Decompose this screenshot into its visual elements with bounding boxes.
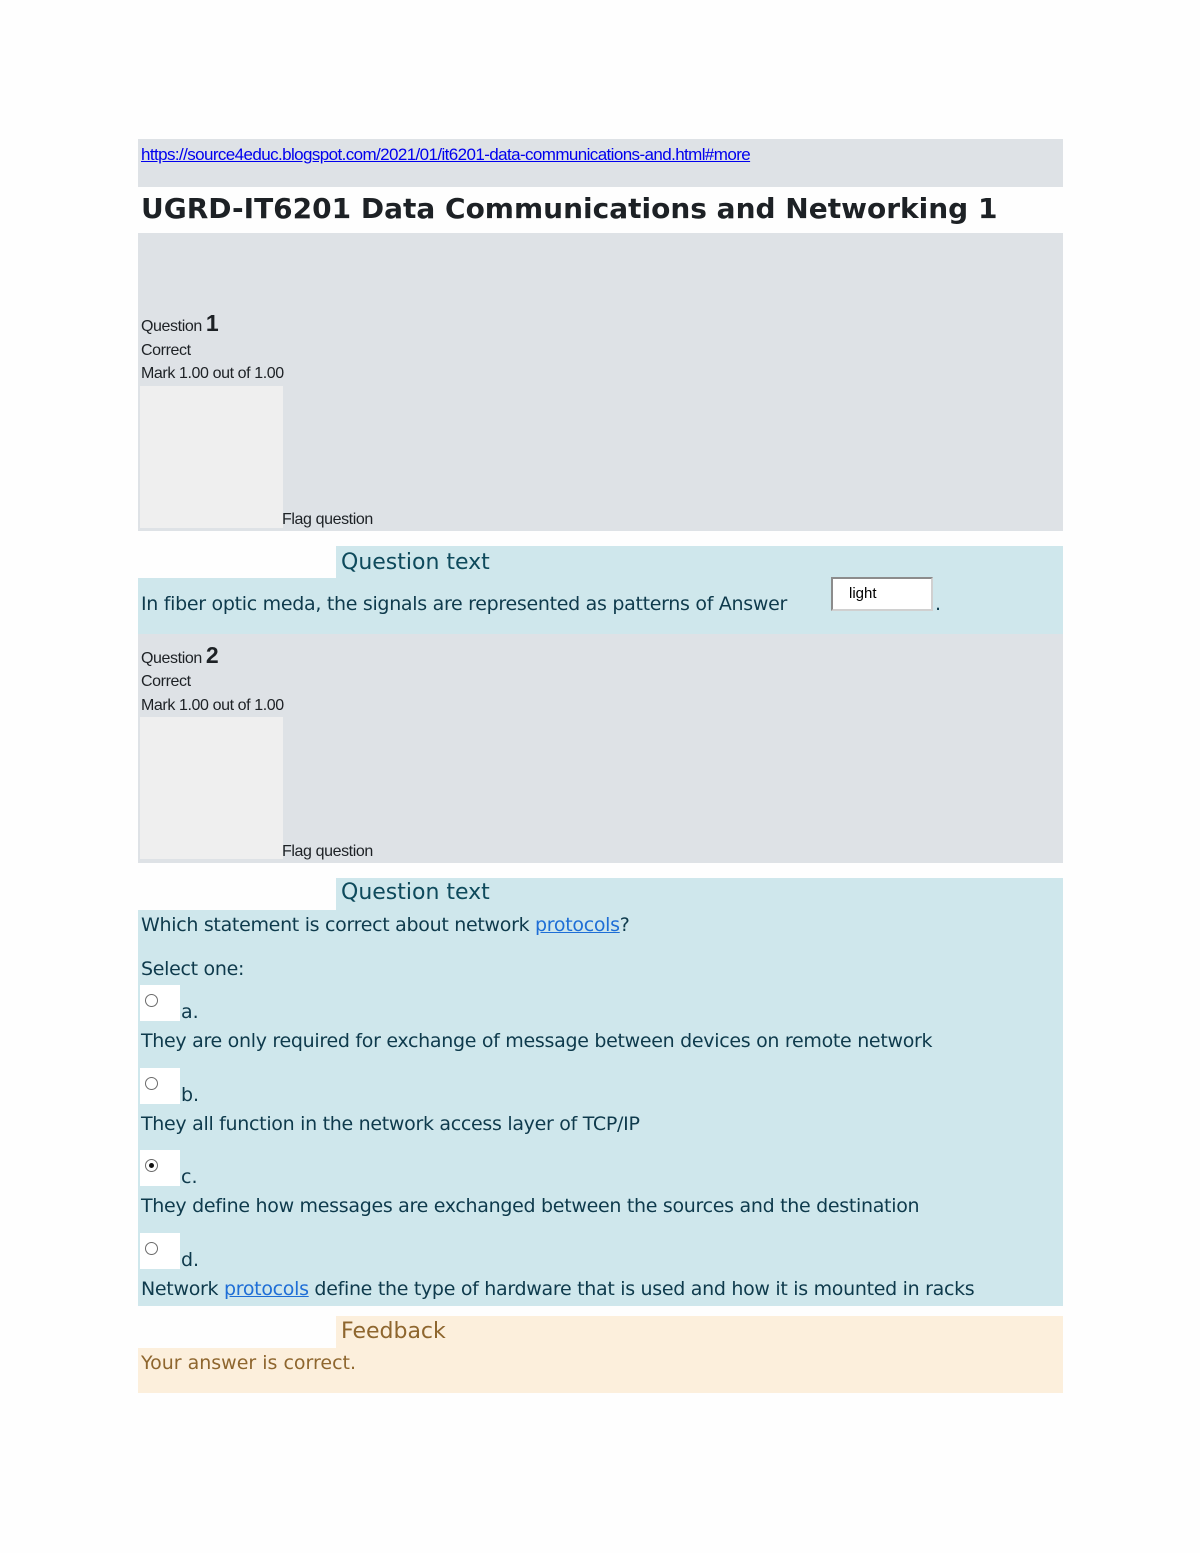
option-b-radio[interactable]	[145, 1077, 158, 1090]
answer-input[interactable]: light	[831, 577, 933, 611]
question-2-flag-box[interactable]	[140, 717, 283, 859]
question-1-state: Correct	[141, 342, 191, 359]
question-2-text-heading: Question text	[341, 880, 490, 905]
question-1-flag-box[interactable]	[140, 386, 283, 528]
question-2-flag-label[interactable]: Flag question	[282, 843, 373, 860]
question-2-text-area	[138, 910, 1063, 1306]
page-title: UGRD-IT6201 Data Communications and Networking 1	[141, 192, 998, 225]
question-1-mark: Mark 1.00 out of 1.00	[141, 365, 284, 382]
option-d-text[interactable]: Network protocols define the type of hardware that is used and how it is mounted in racks	[141, 1278, 975, 1300]
question-1-prompt-suffix: .	[935, 593, 941, 615]
option-c-text[interactable]: They define how messages are exchanged between the sources and the destination	[141, 1195, 920, 1217]
source-url-link[interactable]: https://source4educ.blogspot.com/2021/01/it6201-data-communications-and.html#more	[141, 145, 751, 164]
option-d-letter: d.	[181, 1249, 200, 1271]
option-d-radio[interactable]	[145, 1242, 158, 1255]
question-2-label: Question 2	[141, 642, 219, 668]
option-b-letter: b.	[181, 1084, 200, 1106]
option-a-text[interactable]: They are only required for exchange of message between devices on remote network	[141, 1030, 933, 1052]
question-1-flag-label[interactable]: Flag question	[282, 511, 373, 528]
protocols-link-2[interactable]: protocols	[223, 1278, 309, 1300]
feedback-heading: Feedback	[341, 1319, 446, 1344]
question-1-label: Question 1	[141, 310, 219, 336]
feedback-text: Your answer is correct.	[141, 1352, 357, 1374]
option-c-letter: c.	[181, 1166, 198, 1188]
protocols-link[interactable]: protocols	[535, 914, 620, 936]
question-2-state: Correct	[141, 673, 191, 690]
question-1-text-heading: Question text	[341, 550, 490, 575]
question-2-mark: Mark 1.00 out of 1.00	[141, 697, 284, 714]
option-a-letter: a.	[181, 1001, 199, 1023]
question-1-prompt: In fiber optic meda, the signals are represented as patterns of Answer	[141, 593, 788, 615]
option-c-radio-dot	[149, 1163, 154, 1168]
option-c-radio[interactable]	[145, 1159, 158, 1172]
question-1-head-gap	[138, 546, 336, 578]
question-2-prompt: Which statement is correct about network protocols?	[141, 914, 630, 936]
select-one-label: Select one:	[141, 958, 245, 980]
feedback-head-gap	[138, 1316, 336, 1348]
option-a-radio[interactable]	[145, 994, 158, 1007]
option-b-text[interactable]: They all function in the network access layer of TCP/IP	[141, 1113, 640, 1135]
